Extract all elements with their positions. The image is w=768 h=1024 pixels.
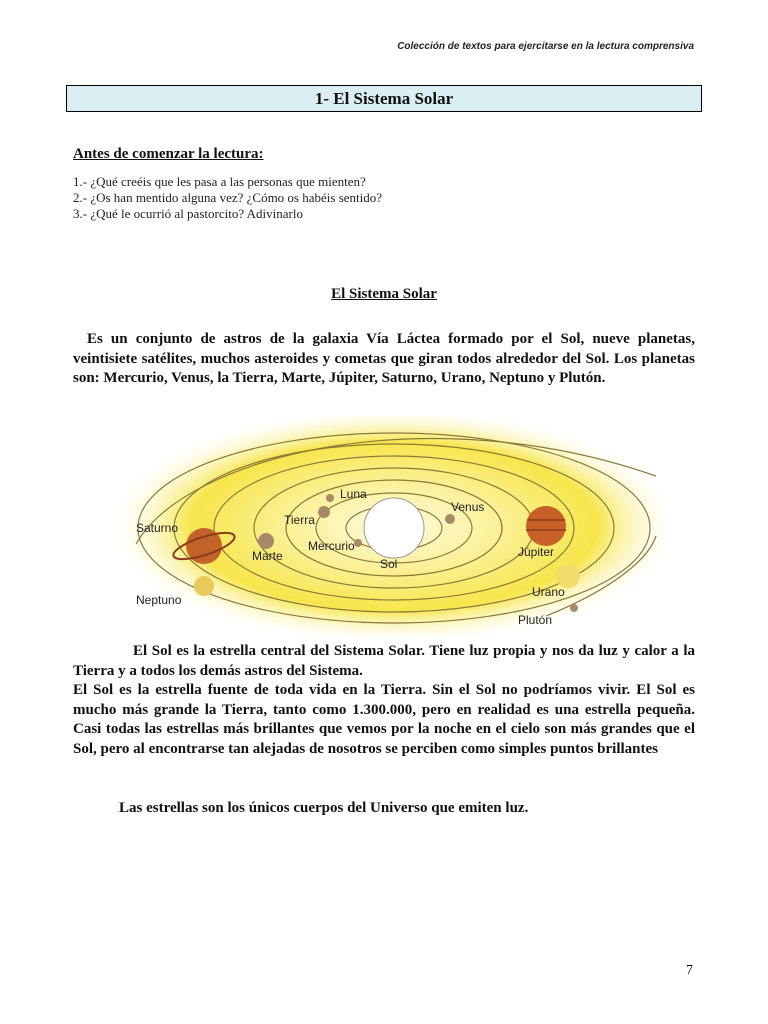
label-tierra: Tierra xyxy=(284,513,315,527)
header-note: Colección de textos para ejercitarse en la lectura comprensiva xyxy=(397,41,694,52)
sun-paragraph: El Sol es la estrella central del Sistema Solar. Tiene luz propia y nos da luz y calor a la Tierra y a todos los demás astros del Sistema. xyxy=(73,643,695,679)
section-title: El Sistema Solar xyxy=(331,286,437,302)
moon-planet xyxy=(326,494,334,502)
sun xyxy=(364,498,424,558)
page-title: 1- El Sistema Solar xyxy=(314,88,454,108)
label-neptuno: Neptuno xyxy=(136,593,182,607)
jupiter-planet xyxy=(526,506,566,546)
question-item: 2.- ¿Os han mentido alguna vez? ¿Cómo os habéis sentido? xyxy=(73,190,383,205)
label-marte: Marte xyxy=(252,549,283,563)
mercury-planet xyxy=(354,539,362,547)
neptune-planet xyxy=(194,576,214,596)
solar-system-diagram xyxy=(126,416,666,638)
label-mercurio: Mercurio xyxy=(308,539,355,553)
question-item: 1.- ¿Qué creéis que les pasa a las personas que mienten? xyxy=(73,174,366,189)
label-pluton: Plutón xyxy=(518,613,553,627)
label-urano: Urano xyxy=(532,585,565,599)
venus-planet xyxy=(445,514,455,524)
earth-planet xyxy=(318,506,330,518)
question-item: 3.- ¿Qué le ocurrió al pastorcito? Adivinarlo xyxy=(73,206,303,221)
life-paragraph: El Sol es la estrella fuente de toda vida en la Tierra. Sin el Sol no podríamos vivir. El Sol es mucho más grande la Tierra, tanto como 1.300.000, pero en realidad es una estrella pequeña. Casi todas las estrellas más brillantes que vemos por la noche en el cielo son más grandes que el Sol, pero al encontrarse tan alejadas de nosotros se perciben como simples puntos brillantes xyxy=(73,682,695,757)
stars-paragraph: Las estrellas son los únicos cuerpos del Universo que emiten luz. xyxy=(119,800,529,816)
before-reading-heading: Antes de comenzar la lectura: xyxy=(73,146,264,162)
pluto-planet xyxy=(570,604,578,612)
label-sol: Sol xyxy=(380,557,398,571)
page-number: 7 xyxy=(686,963,693,978)
label-jupiter: Júpiter xyxy=(518,545,555,559)
mars-planet xyxy=(258,533,274,549)
label-venus: Venus xyxy=(451,500,485,514)
label-saturno: Saturno xyxy=(136,521,179,535)
intro-paragraph: Es un conjunto de astros de la galaxia Vía Láctea formado por el Sol, nueve planetas, veintisiete satélites, muchos asteroides y cometas que giran todos alrededor del Sol. Los planetas son: Mercurio, Venus, la Tierra, Marte, Júpiter, Saturno, Urano, Neptuno y Plutón. xyxy=(73,331,695,386)
question-list xyxy=(73,174,382,222)
title-box xyxy=(66,85,702,112)
label-luna: Luna xyxy=(340,487,367,501)
